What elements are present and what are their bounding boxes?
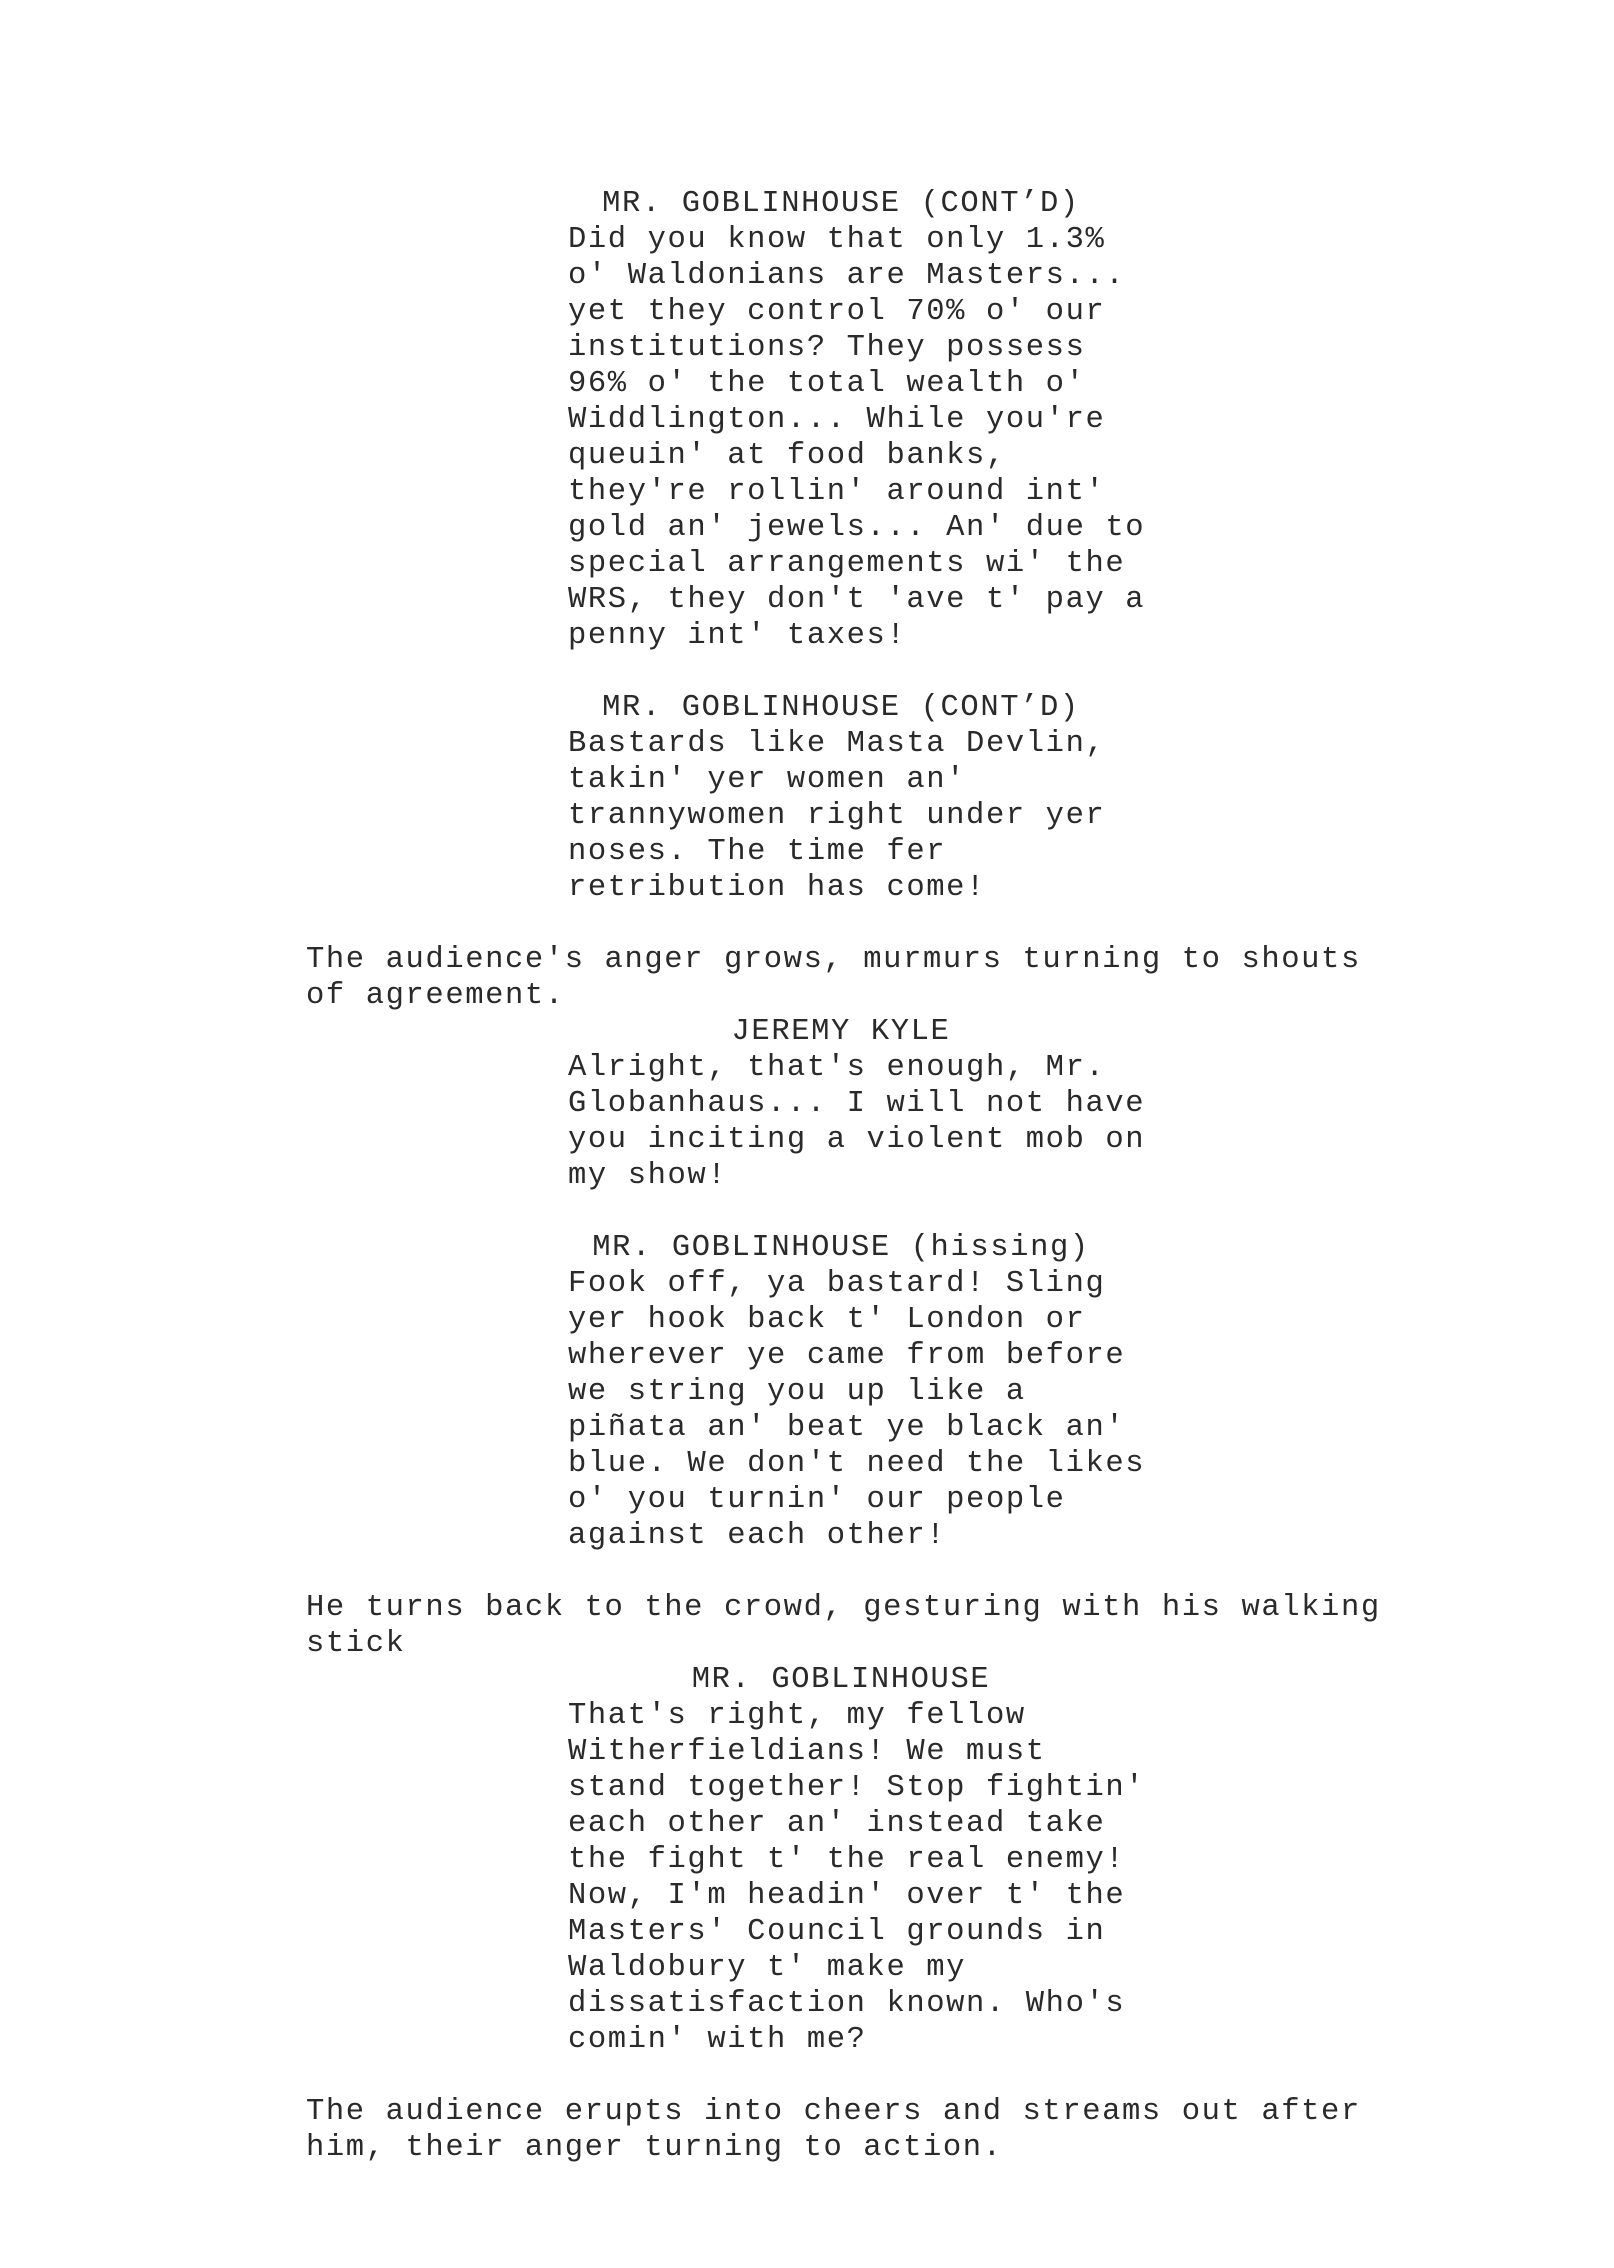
character-name: MR. GOBLINHOUSE	[691, 1663, 991, 1697]
dialogue: Fook off, ya bastard! Sling yer hook back t' London or wherever ye came from before we string you up like a piñata an' beat ye black an' blue. We don't need the likes o' you turnin' our people against each other!	[568, 1267, 1146, 1553]
character-name: MR. GOBLINHOUSE (hissing)	[592, 1231, 1090, 1265]
character-name: MR. GOBLINHOUSE (CONT’D)	[602, 187, 1080, 221]
action-line: The audience's anger grows, murmurs turning to shouts of agreement.	[306, 943, 1361, 1013]
action-line: He turns back to the crowd, gesturing with his walking stick	[306, 1591, 1381, 1661]
character-name: MR. GOBLINHOUSE (CONT’D)	[602, 691, 1080, 725]
dialogue: Alright, that's enough, Mr. Globanhaus... I will not have you inciting a violent mob on my show!	[568, 1051, 1146, 1193]
character-name: JEREMY KYLE	[731, 1015, 951, 1049]
dialogue: Did you know that only 1.3% o' Waldonians are Masters... yet they control 70% o' our institutions? They possess 96% o' the total wealth o' Widdlington... While you're queuin' at food banks, they're rollin' around int' gold an' jewels... An' due to special arrangements wi' the WRS, they don't 'ave t' pay a penny int' taxes!	[568, 223, 1146, 653]
action-line: The audience erupts into cheers and streams out after him, their anger turning to action.	[306, 2095, 1361, 2165]
dialogue: Bastards like Masta Devlin, takin' yer women an' trannywomen right under yer noses. The time fer retribution has come!	[568, 727, 1106, 905]
dialogue: That's right, my fellow Witherfieldians! We must stand together! Stop fightin' each other an' instead take the fight t' the real enemy! Now, I'm headin' over t' the Masters' Council grounds in Waldobury t' make my dissatisfaction known. Who's comin' with me?	[568, 1699, 1146, 2057]
